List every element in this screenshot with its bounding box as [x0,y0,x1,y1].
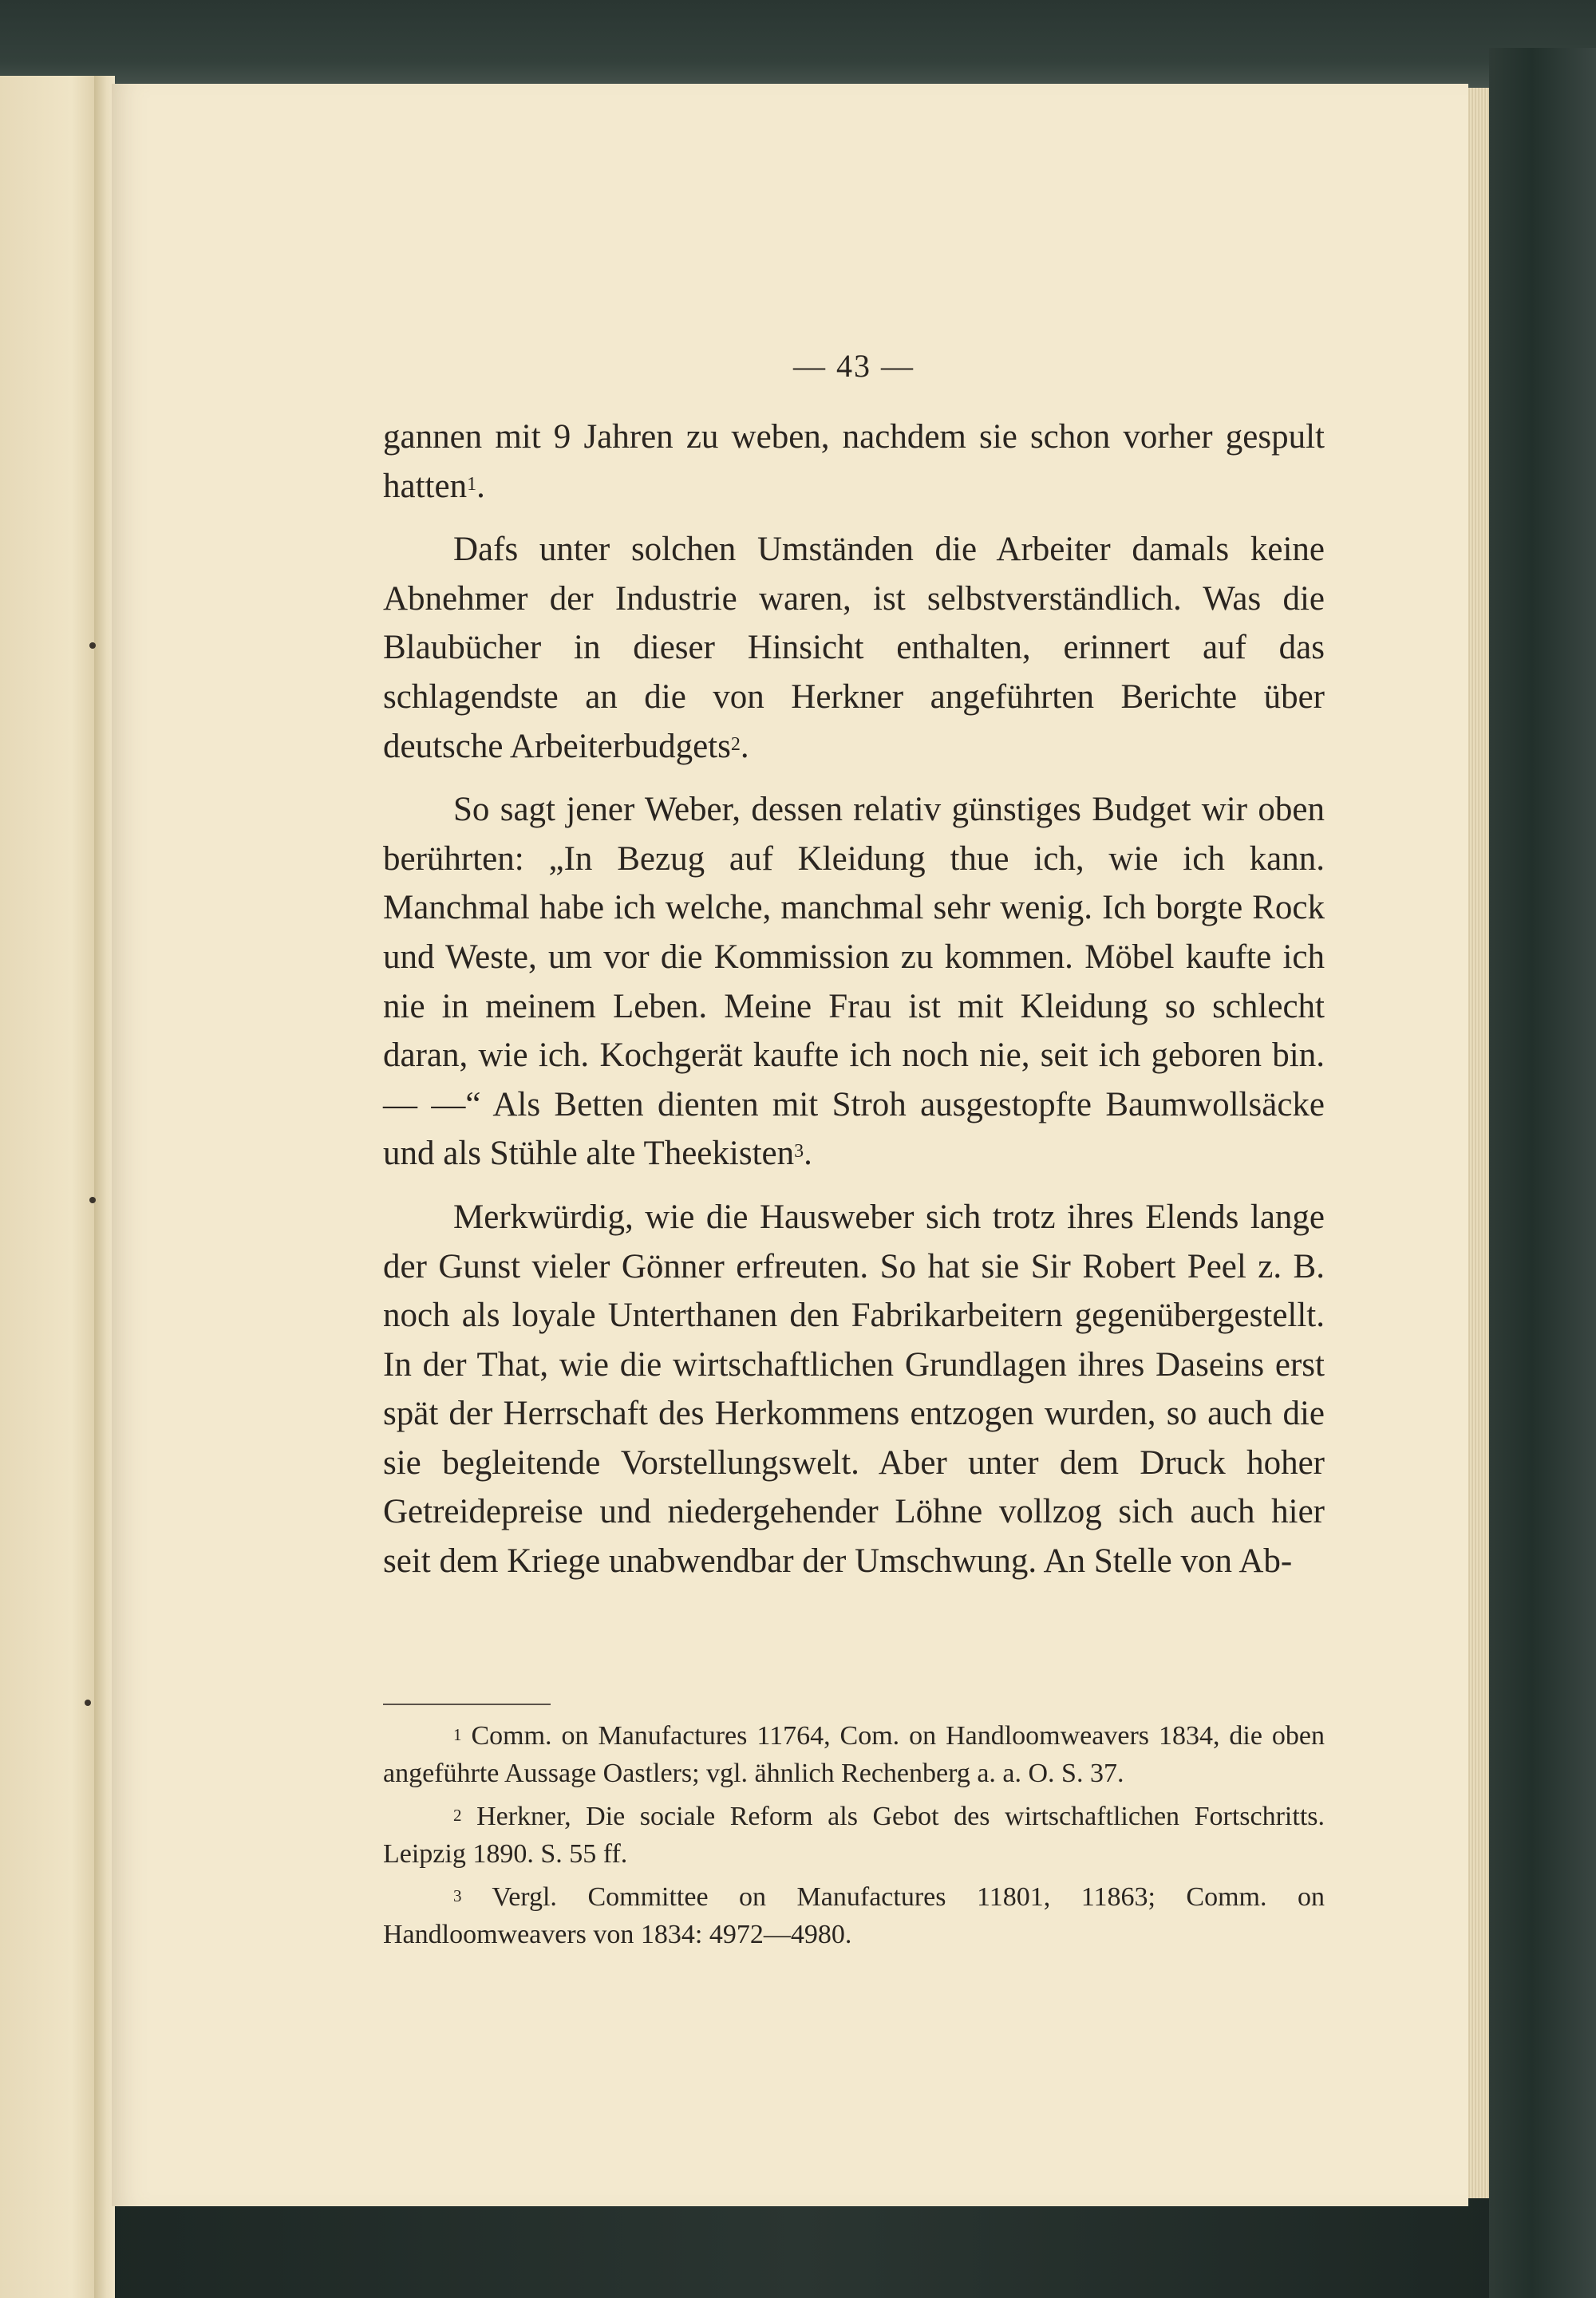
paragraph-text: gannen mit 9 Jahren zu weben, nachdem sie schon vorher gespult hatten [383,418,1325,505]
paragraph [383,413,1325,511]
paragraph-text: Dafs unter solchen Umständen die Arbeiter damals keine Abnehmer der Industrie waren, ist selbstverständlich. Was die Blaubücher in dieser Hinsicht enthalten, erinnert auf das schlagendste an die von Herkner angeführten Berichte über deutsche Arbeiterbudgets [383,531,1325,765]
paper-speck [85,1700,91,1706]
paragraph-tail: . [740,727,749,765]
footnote [383,1718,1325,1792]
body-text [383,413,1325,1601]
footnote [383,1879,1325,1953]
footnote-rule [383,1704,551,1705]
paper-speck [89,1197,96,1203]
footnote-text: Comm. on Manufactures 11764, Com. on Handloomweavers 1834, die oben angeführte Aussage Oastlers; vgl. ähnlich Rechenberg a. a. O. S. 37. [383,1721,1325,1788]
paragraph-tail: . [476,467,485,505]
paragraph [383,1193,1325,1586]
footnote [383,1799,1325,1873]
footnotes [383,1718,1325,1960]
footnote-text: Herkner, Die sociale Reform als Gebot des wirtschaftlichen Fortschritts. Leipzig 1890. S. 55 ff. [383,1802,1325,1869]
paragraph [383,785,1325,1179]
footnote-mark: 3 [453,1886,462,1905]
paragraph-tail: . [804,1135,812,1173]
paragraph [383,525,1325,771]
page-number: — 43 — [793,348,915,384]
footnote-mark: 2 [453,1806,462,1825]
previous-page-edge [0,76,102,2298]
paper-speck [89,642,96,649]
paragraph-text: So sagt jener Weber, dessen relativ günstiges Budget wir oben berührten: „In Bezug auf Kleidung thue ich, wie ich kann. Manchmal habe ich welche, manchmal sehr wenig. Ich borgte Rock und Weste, um vor die Kommission zu kommen. Möbel kaufte ich nie in meinem Leben. Meine Frau ist mit Kleidung so schlecht daran, wie ich. Kochgerät kaufte ich noch nie, seit ich geboren bin. — —“ Als Betten dienten mit Stroh ausgestopfte Baumwollsäcke und als Stühle alte Theekisten [383,791,1325,1173]
cover-right-edge [1489,48,1596,2298]
page-stack-edge [1467,88,1489,2198]
cover-top-edge [0,0,1596,88]
book-page [112,84,1468,2206]
footnote-ref: 1 [467,473,477,495]
footnote-text: Vergl. Committee on Manufactures 11801, 11863; Comm. on Handloomweavers von 1834: 4972—4980. [383,1882,1325,1949]
footnote-mark: 1 [453,1725,462,1744]
footnote-ref: 2 [730,733,741,755]
footnote-ref: 3 [794,1141,804,1163]
paragraph-text: Merkwürdig, wie die Hausweber sich trotz ihres Elends lange der Gunst vieler Gönner erfreuten. So hat sie Sir Robert Peel z. B. noch als loyale Unterthanen den Fabrikarbeitern gegenübergestellt. In der That, wie die wirtschaftlichen Grundlagen ihres Daseins erst spät der Herrschaft des Herkommens entzogen wurden, so auch die sie begleitende Vorstellungswelt. Aber unter dem Druck hoher Getreidepreise und niedergehender Löhne vollzog sich auch hier seit dem Kriege unabwendbar der Umschwung. An Stelle von Ab- [383,1198,1325,1581]
